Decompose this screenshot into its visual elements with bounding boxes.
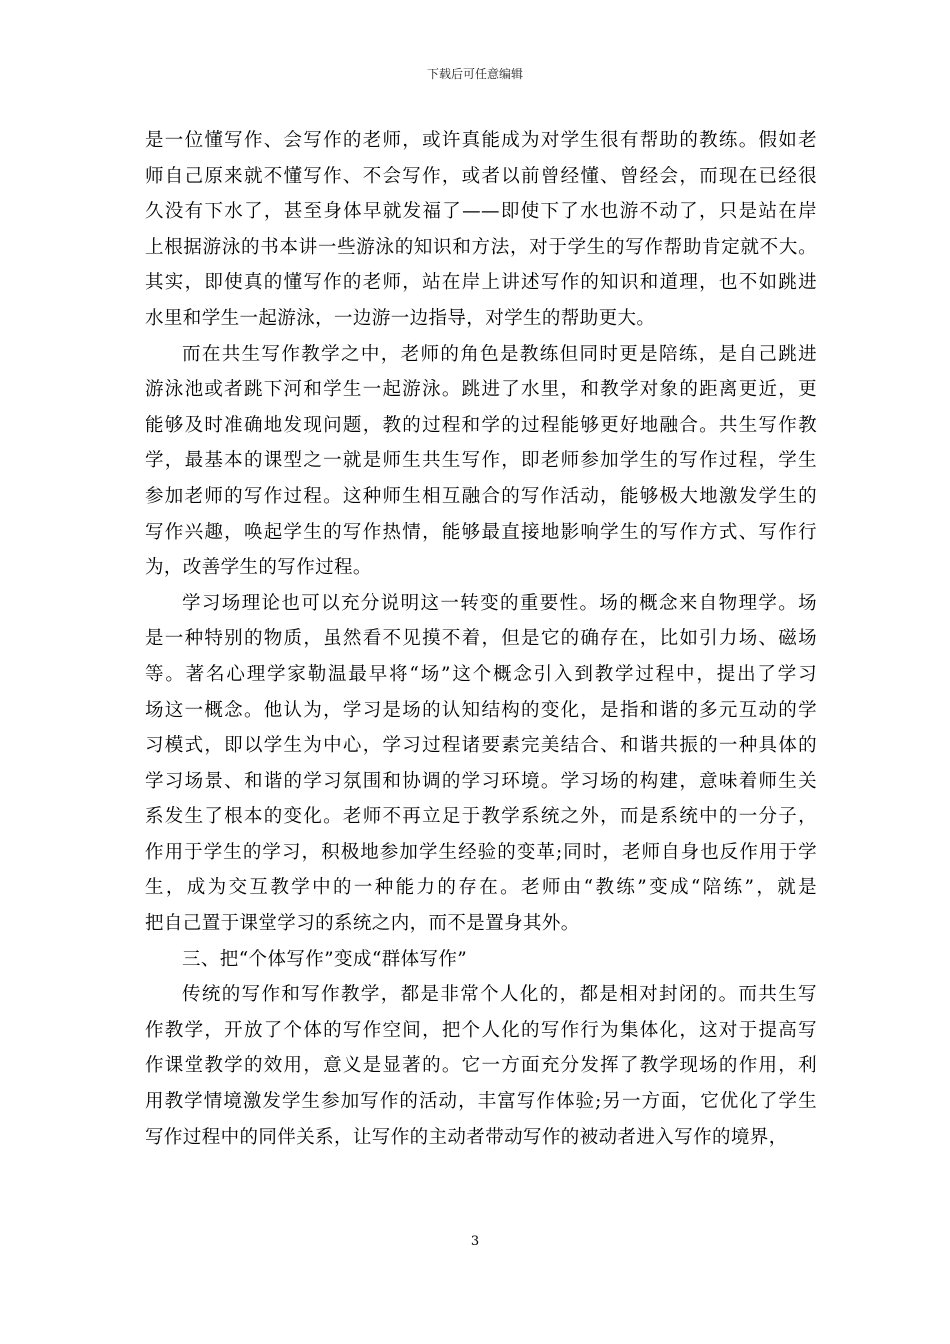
paragraph bbox=[145, 942, 817, 978]
text-line: 能够及时准确地发现问题，教的过程和学的过程能够更好地融合。共生写作教 bbox=[145, 414, 817, 436]
text-line: 而在共生写作教学之中，老师的角色是教练但同时更是陪练，是自己跳进 bbox=[182, 343, 817, 365]
text-line: 系发生了根本的变化。老师不再立足于教学系统之外，而是系统中的一分子， bbox=[145, 806, 817, 828]
text-line: 水里和学生一起游泳，一边游一边指导，对学生的帮助更大。 bbox=[145, 307, 656, 329]
text-line: 学习场理论也可以充分说明这一转变的重要性。场的概念来自物理学。场 bbox=[182, 592, 817, 614]
text-line: 场这一概念。他认为，学习是场的认知结构的变化，是指和谐的多元互动的学 bbox=[145, 699, 817, 721]
text-line: 写作兴趣，唤起学生的写作热情，能够最直接地影响学生的写作方式、写作行 bbox=[145, 521, 817, 543]
text-line: 学，最基本的课型之一就是师生共生写作，即老师参加学生的写作过程，学生 bbox=[145, 450, 817, 472]
paragraph bbox=[145, 337, 817, 586]
text-line: 师自己原来就不懂写作、不会写作，或者以前曾经懂、曾经会，而现在已经很 bbox=[145, 165, 817, 187]
text-line: 是一种特别的物质，虽然看不见摸不着，但是它的确存在，比如引力场、磁场 bbox=[145, 628, 817, 650]
text-line: 用教学情境激发学生参加写作的活动，丰富写作体验;另一方面，它优化了学生 bbox=[145, 1091, 817, 1113]
text-line: 写作过程中的同伴关系，让写作的主动者带动写作的被动者进入写作的境界， bbox=[145, 1126, 788, 1148]
page-header: 下载后可任意编辑 bbox=[426, 67, 523, 81]
text-line: 学习场景、和谐的学习氛围和协调的学习环境。学习场的构建，意味着师生关 bbox=[145, 770, 817, 792]
text-line: 是一位懂写作、会写作的老师，或许真能成为对学生很有帮助的教练。假如老 bbox=[145, 130, 817, 151]
paragraph bbox=[145, 977, 817, 1155]
text-line: 作课堂教学的效用，意义是显著的。它一方面充分发挥了教学现场的作用，利 bbox=[145, 1055, 817, 1077]
text-line: 等。著名心理学家勒温最早将“场”这个概念引入到教学过程中，提出了学习 bbox=[145, 663, 817, 685]
text-line: 生，成为交互教学中的一种能力的存在。老师由“教练”变成“陪练”，就是 bbox=[145, 877, 817, 899]
text-line: 习模式，即以学生为中心，学习过程诸要素完美结合、和谐共振的一种具体的 bbox=[145, 735, 817, 757]
text-line: 为，改善学生的写作过程。 bbox=[145, 557, 372, 579]
text-line: 把自己置于课堂学习的系统之内，而不是置身其外。 bbox=[145, 913, 580, 935]
paragraph bbox=[145, 586, 817, 942]
text-line: 三、把“个体写作”变成“群体写作” bbox=[182, 948, 468, 970]
page-number: 3 bbox=[470, 1234, 480, 1249]
document-body bbox=[145, 123, 817, 1155]
text-line: 上根据游泳的书本讲一些游泳的知识和方法，对于学生的写作帮助肯定就不大。 bbox=[145, 236, 817, 258]
paragraph bbox=[145, 123, 817, 337]
text-line: 游泳池或者跳下河和学生一起游泳。跳进了水里，和教学对象的距离更近，更 bbox=[145, 379, 817, 401]
text-line: 久没有下水了，甚至身体早就发福了——即使下了水也游不动了，只是站在岸 bbox=[145, 201, 817, 223]
text-line: 参加老师的写作过程。这种师生相互融合的写作活动，能够极大地激发学生的 bbox=[145, 485, 817, 507]
text-line: 作用于学生的学习，积极地参加学生经验的变革;同时，老师自身也反作用于学 bbox=[145, 841, 817, 863]
text-line: 作教学，开放了个体的写作空间，把个人化的写作行为集体化，这对于提高写 bbox=[145, 1019, 817, 1041]
text-line: 其实，即使真的懂写作的老师，站在岸上讲述写作的知识和道理，也不如跳进 bbox=[145, 272, 817, 294]
text-line: 传统的写作和写作教学，都是非常个人化的，都是相对封闭的。而共生写 bbox=[182, 984, 817, 1006]
